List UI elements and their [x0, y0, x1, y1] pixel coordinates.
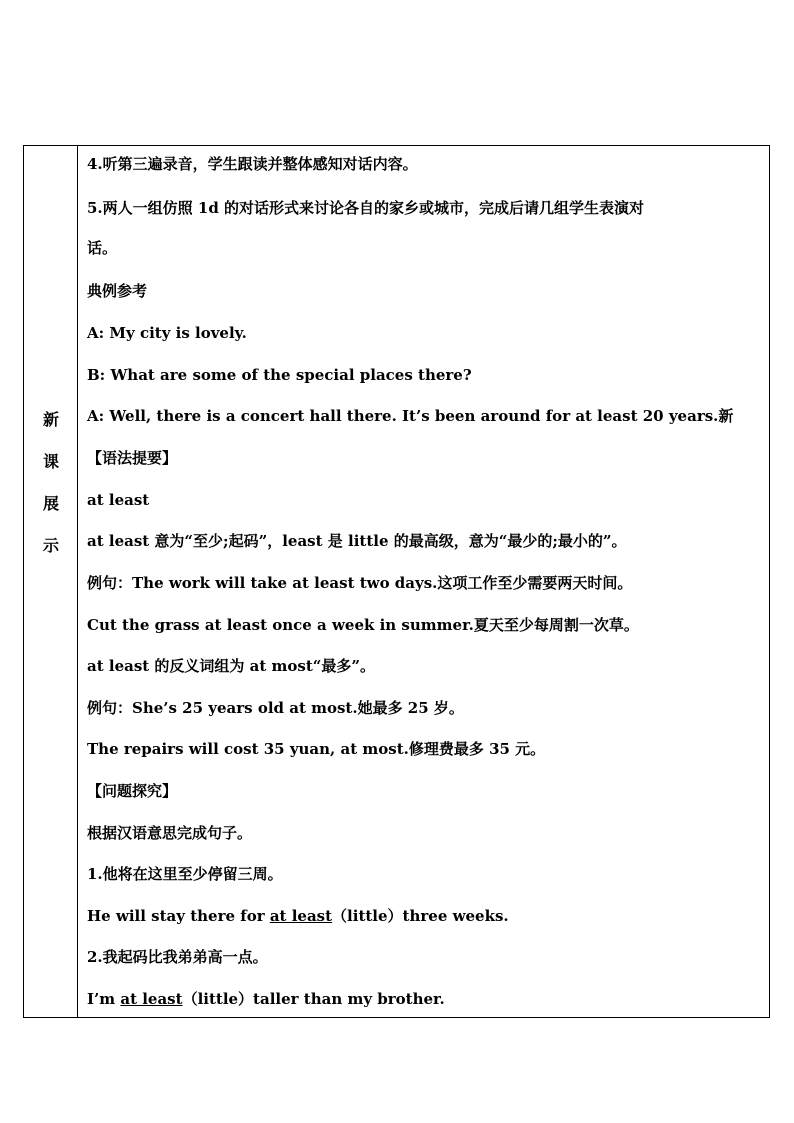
exercise-2-sentence	[87, 989, 445, 1009]
lesson-table	[23, 145, 770, 1018]
grammar-heading: 【语法提要】	[87, 449, 178, 467]
example-sentence: Cut the grass at least once a week in summer.夏天至少每周割一次草。	[87, 616, 639, 634]
exercise-text: I’m	[87, 990, 121, 1008]
section-label-char: 课	[42, 452, 59, 471]
exercise-answer: at least	[120, 990, 183, 1008]
exercise-1-sentence	[87, 906, 509, 926]
example-sentence: 例句：She’s 25 years old at most.她最多 25 岁。	[87, 699, 464, 717]
example-sentence: 例句：The work will take at least two days.这项工作至少需要两天时间。	[87, 574, 633, 592]
section-label-char: 展	[42, 494, 59, 513]
grammar-explanation: at least 意为“至少;起码”，least 是 little 的最高级，意为“最少的;最小的”。	[87, 532, 627, 550]
dialogue-line: A: My city is lovely.	[87, 324, 247, 342]
step-5-text-cont: 话。	[87, 239, 118, 257]
section-label-char: 示	[42, 536, 59, 555]
grammar-term: at least	[87, 491, 150, 509]
exercise-text: （little）taller than my brother.	[182, 990, 445, 1008]
step-5-text: 5.两人一组仿照 1d 的对话形式来讨论各自的家乡或城市，完成后请几组学生表演对	[87, 199, 645, 217]
dialogue-line: B: What are some of the special places there?	[87, 366, 472, 384]
exercise-text: （little）three weeks.	[332, 907, 509, 925]
exercise-2-prompt: 2.我起码比我弟弟高一点。	[87, 948, 268, 966]
example-heading: 典例参考	[87, 282, 148, 300]
example-sentence: The repairs will cost 35 yuan, at most.修理费最多 35 元。	[87, 740, 546, 758]
antonym-note: at least 的反义词组为 at most“最多”。	[87, 657, 376, 675]
dialogue-line: A: Well, there is a concert hall there. It’s been around for at least 20 years.新	[87, 407, 734, 425]
step-4-text: 4.听第三遍录音，学生跟读并整体感知对话内容。	[87, 155, 418, 173]
exercise-1-prompt: 1.他将在这里至少停留三周。	[87, 865, 283, 883]
exercise-answer: at least	[269, 907, 333, 925]
section-label-char: 新	[42, 410, 59, 429]
exercise-text: He will stay there for	[87, 907, 270, 925]
instruction-text: 根据汉语意思完成句子。	[87, 824, 253, 842]
section-label-cell	[24, 146, 78, 1017]
section-label	[24, 399, 78, 567]
inquiry-heading: 【问题探究】	[87, 782, 178, 800]
